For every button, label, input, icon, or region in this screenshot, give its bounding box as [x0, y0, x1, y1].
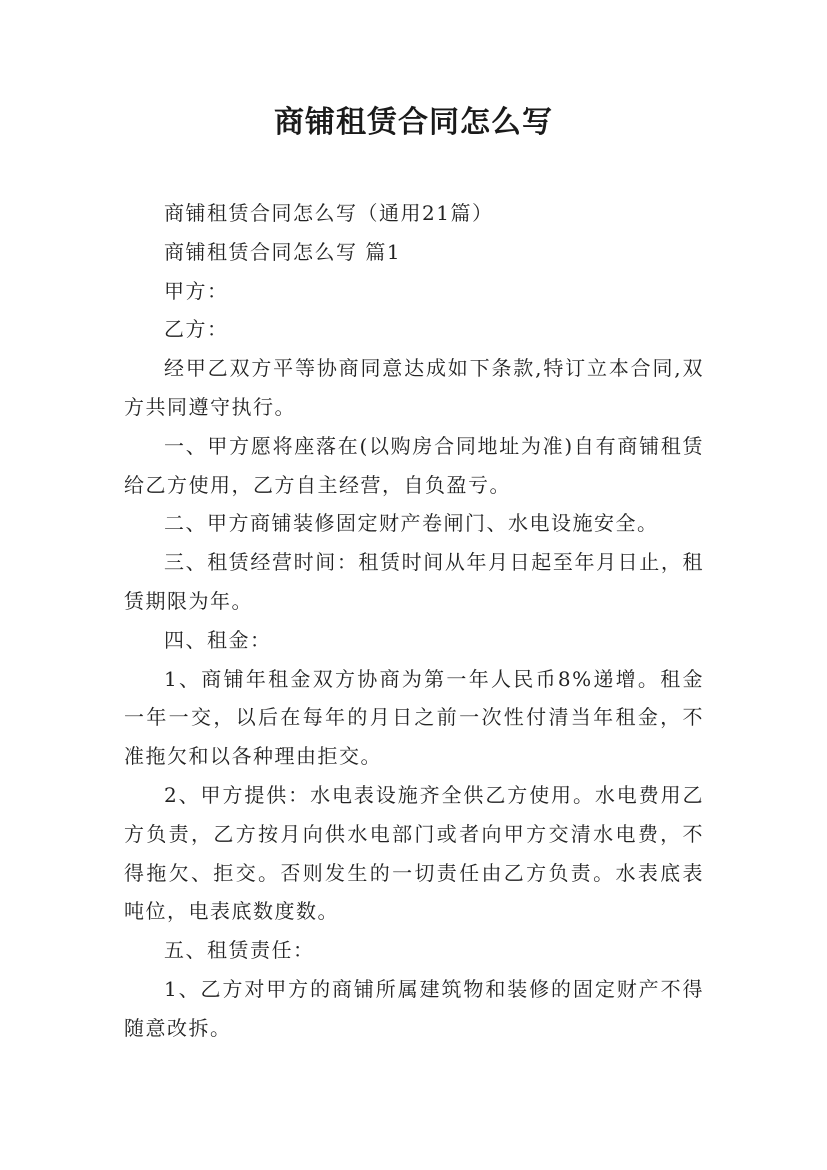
paragraph-clause-4-2: 2、甲方提供：水电表设施齐全供乙方使用。水电费用乙方负责，乙方按月向供水电部门或者向甲方交清水电费，不得拖欠、拒交。否则发生的一切责任由乙方负责。水表底表吨位，电表底数度数。	[124, 782, 704, 924]
paragraph-clause-4-1: 1、商铺年租金双方协商为第一年人民币8%递增。租金一年一交，以后在每年的月日之前一次性付清当年租金，不准拖欠和以各种理由拒交。	[124, 666, 704, 769]
document-body	[124, 194, 704, 1048]
paragraph-preamble: 经甲乙双方平等协商同意达成如下条款,特订立本合同,双方共同遵守执行。	[124, 356, 704, 419]
paragraph-clause-5-1: 1、乙方对甲方的商铺所属建筑物和装修的固定财产不得随意改拆。	[124, 976, 704, 1040]
paragraph-party-a: 甲方：	[164, 278, 229, 303]
paragraph-clause-5-heading: 五、租赁责任：	[164, 938, 315, 963]
paragraph-clause-3: 三、租赁经营时间：租赁时间从年月日起至年月日止，租赁期限为年。	[124, 550, 704, 613]
paragraph-heading: 商铺租赁合同怎么写（通用21篇）	[164, 201, 494, 225]
paragraph-clause-4-heading: 四、租金：	[164, 627, 272, 652]
paragraph-clause-2: 二、甲方商铺装修固定财产卷闸门、水电设施安全。	[164, 511, 659, 536]
paragraph-party-b: 乙方：	[164, 317, 229, 342]
document-title: 商铺租赁合同怎么写	[274, 105, 553, 140]
paragraph-section-title: 商铺租赁合同怎么写 篇1	[164, 239, 402, 264]
paragraph-clause-1: 一、甲方愿将座落在(以购房合同地址为准)自有商铺租赁给乙方使用，乙方自主经营，自负盈亏。	[124, 433, 704, 497]
